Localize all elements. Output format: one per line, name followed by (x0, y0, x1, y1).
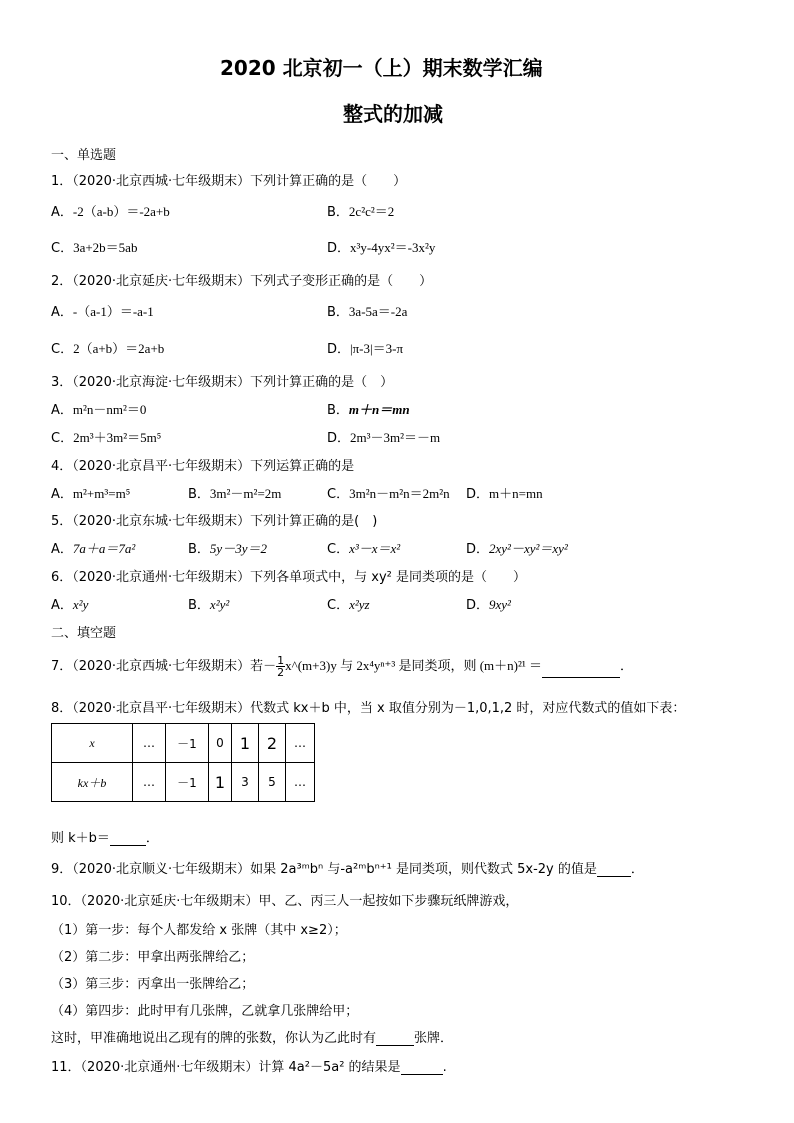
table-cell: －1 (166, 763, 209, 802)
table-cell: 0 (209, 724, 232, 763)
question-9-answer-blank[interactable] (597, 861, 631, 877)
table-cell: … (286, 763, 315, 802)
table-cell: x (52, 724, 133, 763)
question-4-stem: 4．（2020·北京昌平·七年级期末）下列运算正确的是 (51, 459, 355, 474)
question-2-option-c: C．2（a+b）＝2a+b (51, 341, 165, 357)
question-7-stem: 7．（2020·北京西城·七年级期末）若－ $\frac{1}{2}$ x^(m+3)y 与 2x⁴yⁿ⁺³ 是同类项，则 (m＋n)²¹ ＝ ． (51, 654, 634, 679)
question-1-option-a: A．-2（a-b）＝-2a+b (51, 204, 170, 220)
question-3-option-c: C．2m³＋3m²＝5m⁵ (51, 430, 162, 446)
question-11-answer-blank[interactable] (401, 1059, 443, 1075)
question-5-option-b: B．5y－3y＝2 (188, 541, 267, 557)
document-title: 2020 北京初一（上）期末数学汇编 (220, 56, 543, 80)
question-10-step-3: （3）第三步：丙拿出一张牌给乙； (51, 977, 255, 992)
table-cell: … (133, 724, 166, 763)
table-cell: 3 (232, 763, 259, 802)
fraction-one-half: $\frac{1}{2}$ (277, 654, 285, 679)
question-1-option-b: B．2c²c²＝2 (327, 204, 395, 220)
table-row (52, 763, 315, 802)
question-9-stem: 9．（2020·北京顺义·七年级期末）如果 2a³ᵐbⁿ 与-a²ᵐbⁿ⁺¹ 是同类项，则代数式 5x-2y 的值是 ． (51, 862, 644, 877)
table-cell: 2 (259, 724, 286, 763)
question-11-stem: 11．（2020·北京通州·七年级期末）计算 4a²－5a² 的结果是 . (51, 1060, 447, 1075)
table-row (52, 724, 315, 763)
table-cell: 1 (232, 724, 259, 763)
question-5-option-d: D．2xy²－xy²＝xy² (466, 541, 568, 557)
question-6-option-d: D．9xy² (466, 597, 511, 613)
question-6-stem: 6．（2020·北京通州·七年级期末）下列各单项式中，与 xy² 是同类项的是（ ） (51, 570, 526, 585)
table-cell: 1 (209, 763, 232, 802)
question-7-answer-blank[interactable] (542, 662, 620, 678)
question-10-answer-blank[interactable] (376, 1030, 414, 1046)
table-cell: … (133, 763, 166, 802)
question-3-option-d: D．2m³－3m²＝－m (327, 430, 441, 446)
question-4-option-c: C．3m²n－m²n＝2m²n (327, 486, 450, 502)
question-1-option-c: C．3a+2b＝5ab (51, 240, 138, 256)
section-heading-single-choice: 一、单选题 (51, 148, 117, 163)
question-5-option-a: A．7a＋a＝7a² (51, 541, 136, 557)
section-heading-fill-blank: 二、填空题 (51, 626, 117, 641)
question-1-option-d: D．x³y-4yx²＝-3x²y (327, 240, 436, 256)
question-6-option-b: B．x²y² (188, 597, 230, 613)
question-2-option-d: D．|π-3|＝3-π (327, 341, 404, 357)
question-6-option-c: C．x²yz (327, 597, 370, 613)
question-10-conclusion: 这时，甲准确地说出乙现有的牌的张数，你认为乙此时有 张牌． (51, 1031, 454, 1046)
question-2-option-a: A．-（a-1）＝-a-1 (51, 304, 154, 320)
document-subtitle: 整式的加减 (343, 102, 443, 126)
question-3-option-b: B．m＋n＝mn (327, 402, 410, 418)
question-4-option-b: B．3m²－m²=2m (188, 486, 282, 502)
question-10-step-4: （4）第四步：此时甲有几张牌，乙就拿几张牌给甲； (51, 1004, 359, 1019)
table-cell: kx＋b (52, 763, 133, 802)
question-10-step-1: （1）第一步：每个人都发给 x 张牌（其中 x≥2）； (51, 923, 347, 938)
table-cell: … (286, 724, 315, 763)
question-2-option-b: B．3a-5a＝-2a (327, 304, 408, 320)
question-2-stem: 2．（2020·北京延庆·七年级期末）下列式子变形正确的是（ ） (51, 274, 433, 289)
question-5-stem: 5．（2020·北京东城·七年级期末）下列计算正确的是( ) (51, 514, 378, 529)
question-5-option-c: C．x³－x＝x² (327, 541, 401, 557)
value-table (51, 723, 315, 802)
question-4-option-d: D．m＋n=mn (466, 486, 543, 502)
question-3-option-a: A．m²n－nm²＝0 (51, 402, 147, 418)
question-4-option-a: A．m²+m³=m⁵ (51, 486, 131, 502)
table-cell: 5 (259, 763, 286, 802)
question-8-answer-line: 则 k＋b＝ ． (51, 831, 159, 846)
question-1-stem: 1．（2020·北京西城·七年级期末）下列计算正确的是（ ） (51, 174, 407, 189)
question-3-stem: 3．（2020·北京海淀·七年级期末）下列计算正确的是（ ） (51, 375, 394, 390)
table-cell: －1 (166, 724, 209, 763)
question-8-answer-blank[interactable] (110, 830, 146, 846)
question-8-stem: 8．（2020·北京昌平·七年级期末）代数式 kx＋b 中，当 x 取值分别为－1,0,1,2 时，对应代数式的值如下表： (51, 701, 686, 716)
question-10-stem: 10．（2020·北京延庆·七年级期末）甲、乙、丙三人一起按如下步骤玩纸牌游戏， (51, 894, 519, 909)
question-10-step-2: （2）第二步：甲拿出两张牌给乙； (51, 950, 255, 965)
question-6-option-a: A．x²y (51, 597, 89, 613)
